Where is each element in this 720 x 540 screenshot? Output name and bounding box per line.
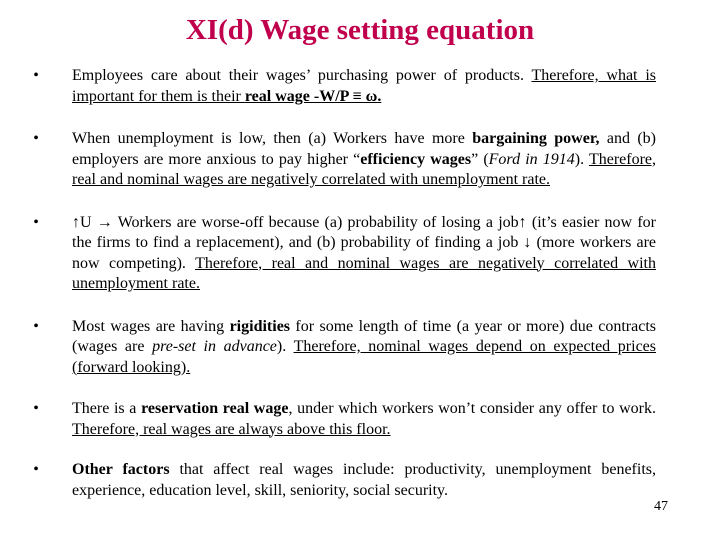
bullet-marker: • xyxy=(33,317,39,335)
bullet-text: Most wages are having xyxy=(72,317,230,335)
bullet-item xyxy=(30,460,656,501)
conclusion-text: Therefore, what is important for them is their xyxy=(72,67,656,105)
bullet-text: for some length of time (a year or more) due contracts (wages are xyxy=(72,317,656,355)
bullet-text: Employees care about their wages’ purchasing power of products. xyxy=(72,67,532,84)
bullet-item xyxy=(30,399,656,440)
bullet-marker: • xyxy=(33,213,39,231)
bullet-text: ). xyxy=(276,338,294,355)
bullet-marker: • xyxy=(33,67,39,84)
bullet-marker: • xyxy=(33,400,39,417)
page-number: 47 xyxy=(654,499,668,514)
key-term: reservation real wage xyxy=(141,400,289,417)
conclusion-text: Therefore, nominal wages depend on expected prices (forward looking). xyxy=(72,338,656,376)
bullet-text: ↑U → Workers are worse-off because (a) probability of losing a job↑ (it’s easier now for the firms to find a replacement), and (b) probability of finding a job ↓ (more workers are now competing). xyxy=(72,213,656,272)
bullet-list xyxy=(30,66,656,501)
bullet-text: ). xyxy=(574,150,589,168)
conclusion-text: Therefore, real wages are always above this floor. xyxy=(72,420,391,438)
conclusion-text: Therefore, real and nominal wages are negatively correlated with unemployment rate. xyxy=(72,150,656,188)
bullet-item xyxy=(30,129,656,191)
citation-text: Ford in 1914 xyxy=(488,150,575,168)
bullet-text: and (b) employers are more anxious to pay higher “ xyxy=(72,130,656,168)
bullet-item xyxy=(30,66,656,107)
key-term: efficiency wages xyxy=(360,150,472,168)
key-term: Other factors xyxy=(72,461,170,478)
bullet-text: There is a xyxy=(72,400,142,417)
conclusion-text: Therefore, real and nominal wages are negatively correlated with unemployment rate. xyxy=(72,254,656,292)
emphasis-text: pre-set in advance xyxy=(152,338,277,355)
bullet-item xyxy=(30,317,656,379)
key-term: rigidities xyxy=(229,317,291,335)
bullet-item xyxy=(30,213,656,295)
bullet-text: , under which workers won’t consider any offer to work. xyxy=(288,400,657,417)
bullet-marker: • xyxy=(33,130,39,147)
bullet-text: ” ( xyxy=(471,150,489,168)
bullet-text: When unemployment is low, then (a) Workers have more xyxy=(72,130,473,147)
bullet-text: that affect real wages include: productivity, unemployment benefits, experience, education level, skill, seniority, social security. xyxy=(72,461,657,499)
slide-title: XI(d) Wage setting equation xyxy=(185,14,535,46)
key-term: bargaining power, xyxy=(472,130,600,147)
key-term: real wage -W/P ≡ ω. xyxy=(244,87,382,105)
bullet-marker: • xyxy=(33,461,39,478)
